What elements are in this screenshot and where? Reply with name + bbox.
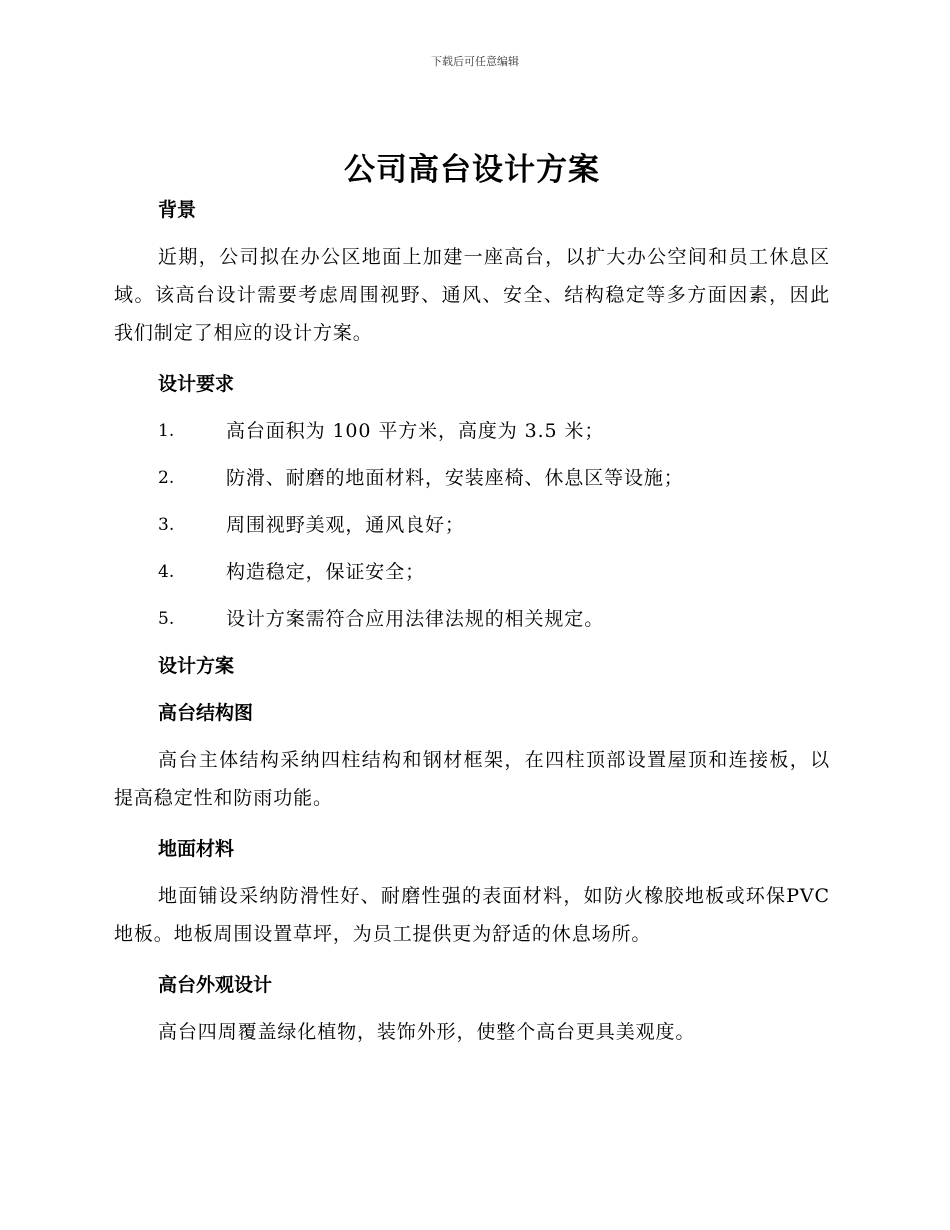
paragraph-structure: 高台主体结构采纳四柱结构和钢材框架，在四柱顶部设置屋顶和连接板，以提高稳定性和防雨功能。 [114, 749, 830, 809]
heading-floor: 地面材料 [158, 838, 235, 860]
list-item [114, 417, 830, 445]
list-number: 4. [158, 562, 175, 582]
list-item [114, 464, 830, 492]
list-number: 3. [158, 515, 175, 535]
list-text: 高台面积为 100 平方米，高度为 3.5 米； [226, 420, 605, 442]
header-note: 下载后可任意编辑 [431, 55, 519, 68]
list-text: 周围视野美观，通风良好； [226, 514, 465, 536]
document-title: 公司高台设计方案 [344, 152, 600, 188]
list-item [114, 511, 830, 539]
list-number: 1. [158, 421, 175, 441]
list-text: 构造稳定，保证安全； [226, 561, 426, 583]
paragraph-background: 近期，公司拟在办公区地面上加建一座高台，以扩大办公空间和员工休息区域。该高台设计需要考虑周围视野、通风、安全、结构稳定等多方面因素，因此我们制定了相应的设计方案。 [114, 246, 830, 344]
paragraph-floor: 地面铺设采纳防滑性好、耐磨性强的表面材料，如防火橡胶地板或环保PVC 地板。地板周围设置草坪，为员工提供更为舒适的休息场所。 [114, 885, 830, 945]
paragraph-appearance: 高台四周覆盖绿化植物，装饰外形，使整个高台更具美观度。 [158, 1021, 696, 1043]
list-text: 防滑、耐磨的地面材料，安装座椅、休息区等设施； [226, 467, 684, 489]
list-item [114, 605, 830, 633]
requirements-list [114, 417, 830, 633]
heading-appearance: 高台外观设计 [158, 974, 273, 996]
list-number: 2. [158, 468, 175, 488]
list-item [114, 558, 830, 586]
list-text: 设计方案需符合应用法律法规的相关规定。 [226, 608, 605, 630]
heading-structure: 高台结构图 [158, 702, 254, 724]
heading-requirements: 设计要求 [158, 373, 235, 395]
document-body [114, 146, 830, 1051]
heading-plan: 设计方案 [158, 655, 235, 677]
list-number: 5. [158, 609, 175, 629]
heading-background: 背景 [158, 199, 197, 221]
